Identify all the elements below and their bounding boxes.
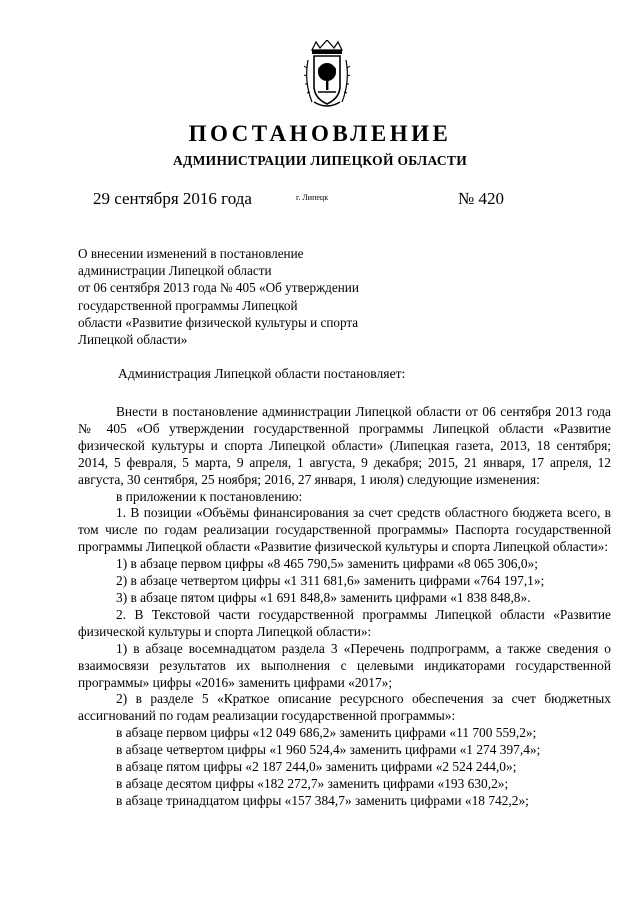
item-1-subitem: 3) в абзаце пятом цифры «1 691 848,8» заменить цифрами «1 838 848,8». [116, 589, 531, 605]
item-2-2-paragraph: 2) в разделе 5 «Краткое описание ресурсного обеспечения за счет бюджетных ассигнований по годам реализации государственной программы»: [78, 691, 611, 724]
intro-paragraph: Внести в постановление администрации Липецкой области от 06 сентября 2013 года № 405 «Об утверждении государственной программы Липецкой области «Развитие физической культуры и спорта Липецкой области» (Липецкая газета, 2013, 18 сентября; 2014, 5 февраля, 5 марта, 9 апреля, 1 августа, 9 декабря; 2015, 21 января, 17 апреля, 12 августа, 30 сентября, 25 ноября; 2016, 27 января, 1 июля) следующие изменения: [78, 404, 611, 487]
heading-line: от 06 сентября 2013 года № 405 «Об утверждении [78, 280, 359, 296]
item-2-1-paragraph: 1) в абзаце восемнадцатом раздела 3 «Перечень подпрограмм, а также сведения о взаимосвязи результатов их выполнения с целевыми индикаторами государственной программы» цифры «2016» заменить цифрами «2017»; [78, 640, 611, 690]
item-2-2-subitem: в абзаце четвертом цифры «1 960 524,4» заменить цифрами «1 274 397,4»; [116, 742, 541, 758]
item-2-2-subitem: в абзаце пятом цифры «2 187 244,0» заменить цифрами «2 524 244,0»; [116, 759, 517, 775]
coat-of-arms-emblem [302, 40, 352, 112]
item-2-2-subitem: в абзаце десятом цифры «182 272,7» заменить цифрами «193 630,2»; [116, 775, 509, 791]
document-city: г. Липецк [296, 193, 329, 202]
document-date: 29 сентября 2016 года [93, 189, 252, 208]
issuing-authority: АДМИНИСТРАЦИИ ЛИПЕЦКОЙ ОБЛАСТИ [172, 153, 468, 168]
document-body [78, 404, 611, 810]
item-2-2-subitem: в абзаце тринадцатом цифры «157 384,7» заменить цифрами «18 742,2»; [116, 792, 529, 808]
document-heading [78, 245, 398, 348]
heading-line: администрации Липецкой области [78, 263, 272, 279]
preamble: Администрация Липецкой области постановляет: [118, 366, 406, 381]
appendix-paragraph: в приложении к постановлению: [116, 488, 303, 504]
item-1-paragraph: 1. В позиции «Объёмы финансирования за счет средств областного бюджета всего, в том числе по годам реализации государственной программы» Паспорта государственной программы Липецкой области «Развитие физической культуры и спорта Липецкой области»: [78, 505, 611, 555]
heading-line: области «Развитие физической культуры и спорта [78, 314, 359, 330]
item-2-paragraph: 2. В Текстовой части государственной программы Липецкой области «Развитие физической культуры и спорта Липецкой области»: [78, 606, 611, 639]
heading-line: Липецкой области» [78, 332, 188, 348]
item-1-subitem: 2) в абзаце четвертом цифры «1 311 681,6» заменить цифрами «764 197,1»; [116, 573, 545, 589]
document-number: № 420 [458, 189, 504, 208]
item-1-subitem: 1) в абзаце первом цифры «8 465 790,5» заменить цифрами «8 065 306,0»; [116, 556, 538, 572]
heading-line: О внесении изменений в постановление [78, 246, 304, 261]
document-title: ПОСТАНОВЛЕНИЕ [188, 121, 452, 146]
item-2-2-subitem: в абзаце первом цифры «12 049 686,2» заменить цифрами «11 700 559,2»; [116, 725, 537, 741]
heading-line: государственной программы Липецкой [78, 297, 298, 313]
